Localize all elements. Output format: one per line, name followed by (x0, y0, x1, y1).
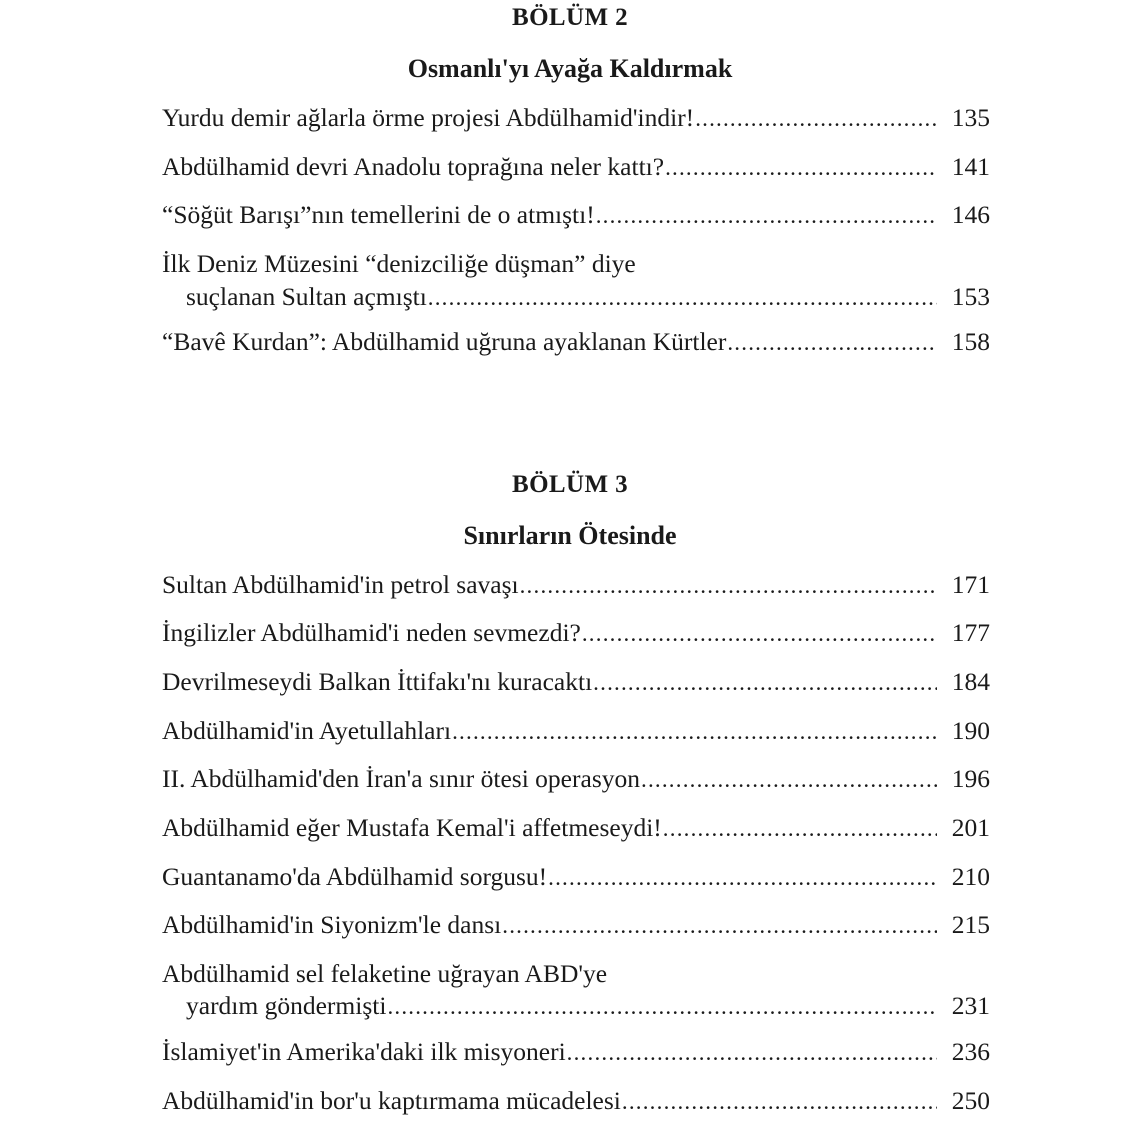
toc-entry-title: Abdülhamid eğer Mustafa Kemal'i affetmeseydi! (162, 812, 662, 842)
toc-entry-title: Abdülhamid'in bor'u kaptırmama mücadelesi (162, 1085, 621, 1115)
dot-leader (452, 722, 937, 748)
toc-entry-page: 153 (951, 281, 990, 311)
toc-entry-title-line2: yardım göndermişti (186, 991, 387, 1021)
dot-leader (428, 288, 937, 314)
toc-entry-title-line1: İlk Deniz Müzesini “denizciliğe düşman” diye (162, 248, 636, 278)
toc-entry-title: İngilizler Abdülhamid'i neden sevmezdi? (162, 618, 581, 648)
list-item[interactable] (150, 326, 990, 359)
list-item[interactable] (150, 1085, 990, 1118)
list-item[interactable] (150, 812, 990, 845)
toc-entry-second-row (162, 281, 990, 314)
dot-leader (665, 158, 937, 184)
toc-entry-title: Guantanamo'da Abdülhamid sorgusu! (162, 861, 548, 891)
toc-entry-page: 177 (951, 618, 990, 648)
list-item[interactable] (150, 715, 990, 748)
dot-leader (622, 1092, 937, 1118)
list-item[interactable] (150, 666, 990, 699)
list-item[interactable] (150, 1036, 990, 1069)
toc-entry-page: 215 (951, 910, 990, 940)
toc-entry-page: 231 (951, 991, 990, 1021)
toc-entry-title: II. Abdülhamid'den İran'a sınır ötesi operasyon (162, 764, 640, 794)
list-item[interactable] (150, 151, 990, 184)
section-spacer (150, 375, 990, 471)
toc-entry-title-line2: suçlanan Sultan açmıştı (186, 281, 427, 311)
toc-entry-title: “Bavê Kurdan”: Abdülhamid uğruna ayaklanan Kürtler (162, 327, 727, 357)
toc-entry-title-line1: Abdülhamid sel felaketine uğrayan ABD'ye (162, 958, 608, 988)
toc-entry-page: 171 (951, 569, 990, 599)
toc-entry-page: 190 (951, 715, 990, 745)
chapter-title: Osmanlı'yı Ayağa Kaldırmak (407, 54, 733, 83)
toc-entry-page: 196 (951, 764, 990, 794)
list-item[interactable] (150, 102, 990, 135)
dot-leader (502, 916, 937, 942)
toc-entry-page: 141 (951, 151, 990, 181)
list-item[interactable] (150, 861, 990, 894)
list-item[interactable] (150, 763, 990, 796)
dot-leader (520, 576, 937, 602)
dot-leader (641, 770, 937, 796)
toc-entry-second-row (162, 990, 990, 1023)
toc-entry-title: Abdülhamid'in Ayetullahları (162, 715, 452, 745)
dot-leader (548, 868, 937, 894)
toc-entry-page: 201 (951, 812, 990, 842)
dot-leader (582, 625, 937, 651)
dot-leader (596, 206, 937, 232)
dot-leader (387, 998, 937, 1024)
toc-entry-page: 184 (951, 667, 990, 696)
toc-entry-title: Yurdu demir ağlarla örme projesi Abdülhamid'indir! (162, 103, 695, 132)
chapter-section-3 (150, 471, 990, 1118)
toc-entry-page: 210 (951, 861, 990, 891)
toc-entry-title: İslamiyet'in Amerika'daki ilk misyoneri (162, 1037, 566, 1066)
chapter-label: BÖLÜM 2 (512, 4, 628, 31)
toc-entry-title: Devrilmeseydi Balkan İttifakı'nı kuracaktı (162, 667, 593, 696)
chapter-title: Sınırların Ötesinde (463, 520, 677, 550)
toc-entry-page: 158 (951, 327, 990, 357)
toc-entry-page: 135 (951, 103, 990, 132)
chapter-label: BÖLÜM 3 (512, 470, 628, 498)
toc-entry-title: Abdülhamid'in Siyonizm'le dansı (162, 910, 502, 940)
toc-entry-page: 146 (951, 200, 990, 230)
toc-list (150, 569, 990, 1118)
dot-leader (695, 109, 937, 135)
toc-entry-page: 236 (951, 1037, 990, 1066)
list-item[interactable] (150, 569, 990, 602)
dot-leader (727, 333, 937, 359)
toc-entry-page: 250 (951, 1085, 990, 1115)
toc-entry-title: “Söğüt Barışı”nın temellerini de o atmıştı! (162, 200, 595, 230)
toc-entry-title: Sultan Abdülhamid'in petrol savaşı (162, 569, 519, 599)
list-item[interactable] (150, 617, 990, 650)
dot-leader (663, 819, 937, 845)
chapter-section-2 (150, 0, 990, 359)
dot-leader (567, 1043, 937, 1069)
list-item[interactable] (150, 248, 990, 313)
list-item[interactable] (150, 909, 990, 942)
toc-list (150, 102, 990, 359)
dot-leader (593, 673, 937, 699)
list-item[interactable] (150, 199, 990, 232)
toc-entry-title: Abdülhamid devri Anadolu toprağına neler kattı? (162, 151, 665, 181)
list-item[interactable] (150, 958, 990, 1023)
